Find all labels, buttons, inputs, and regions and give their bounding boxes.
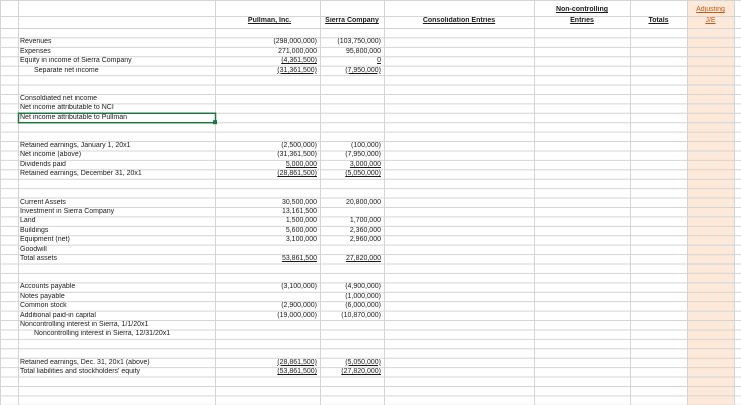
sierra-value[interactable]: 20,800,000 [345,198,381,206]
sierra-value[interactable]: (4,900,000) [345,283,381,291]
sierra-value[interactable]: (5,050,000) [345,170,381,178]
row-label[interactable]: Equity in income of Sierra Company [20,57,132,65]
sierra-value[interactable]: (27,820,000) [341,368,381,376]
pullman-value[interactable]: (28,861,500) [277,358,317,366]
row-label[interactable]: Separate net income [34,66,99,74]
row-label[interactable]: Dividends paid [20,160,66,168]
row-label[interactable]: Common stock [20,302,67,310]
row-label[interactable]: Total liabilities and stockholders' equity [20,368,141,376]
header-totals: Totals [648,17,669,24]
pullman-value[interactable]: 30,500,000 [281,198,317,206]
row-label[interactable]: Expenses [20,47,51,55]
pullman-value[interactable]: (2,500,000) [281,142,317,150]
pullman-value[interactable]: (28,861,500) [277,170,317,178]
row-label[interactable]: Net income attributable to Pullman [20,113,127,121]
row-label[interactable]: Retained earnings, December 31, 20x1 [20,170,142,178]
row-label[interactable]: Notes payable [20,292,65,300]
sierra-value[interactable]: (103,750,000) [337,38,381,46]
header-noncontrolling-entries: Entries [570,17,594,24]
sierra-value[interactable]: (7,950,000) [345,66,381,74]
row-label[interactable]: Land [20,217,36,225]
row-label[interactable]: Retained earnings, Dec. 31, 20x1 (above) [20,358,150,366]
header-consolidation-entries: Consolidation Entries [422,17,496,24]
header-pullman: Pullman, Inc. [247,17,292,24]
sierra-value[interactable]: (10,870,000) [341,311,381,319]
row-label[interactable]: Noncontrolling interest in Sierra, 12/31/20x1 [34,330,171,338]
row-label[interactable]: Consoldiated net income [20,94,98,102]
sierra-value[interactable]: 3,000,000 [349,160,381,168]
row-label[interactable]: Net income attributable to NCI [20,104,114,112]
sierra-value[interactable]: 2,960,000 [349,236,381,244]
pullman-value[interactable]: 13,161,500 [281,207,317,215]
header-noncontrolling: Non-controlling [555,6,609,13]
pullman-value[interactable]: (298,000,000) [273,38,317,46]
pullman-value[interactable]: 5,600,000 [285,226,317,234]
pullman-value[interactable]: (31,361,500) [277,66,317,74]
row-label[interactable]: Revenues [20,38,52,46]
pullman-value[interactable]: 53,861,500 [281,255,317,263]
row-label[interactable]: Investment in Sierra Company [20,207,115,215]
pullman-value[interactable]: (2,900,000) [281,302,317,310]
sierra-value[interactable]: (5,050,000) [345,358,381,366]
row-label[interactable]: Noncontrolling interest in Sierra, 1/1/20x1 [20,321,149,329]
sierra-value[interactable]: (1,000,000) [345,292,381,300]
sierra-value[interactable]: 0 [377,57,381,65]
sierra-value[interactable]: 27,820,000 [345,255,381,263]
sierra-value[interactable]: (100,000) [351,142,381,150]
row-label[interactable]: Total assets [20,255,57,263]
row-label[interactable]: Current Assets [20,198,66,206]
pullman-value[interactable]: 5,000,000 [285,160,317,168]
row-label[interactable]: Net income (above) [20,151,82,159]
row-label[interactable]: Equipment (net) [20,236,70,244]
sierra-value[interactable]: 95,800,000 [345,47,381,55]
row-label[interactable]: Additional paid-in capital [20,311,96,319]
pullman-value[interactable]: (3,100,000) [281,283,317,291]
header-adjusting: Adjusting [696,6,725,13]
pullman-value[interactable]: 271,000,000 [278,47,317,55]
row-label[interactable]: Goodwill [20,245,47,253]
sierra-value[interactable]: (6,000,000) [345,302,381,310]
pullman-value[interactable]: (4,361,500) [281,57,317,65]
row-label[interactable]: Buildings [20,226,49,234]
header-adjusting-je: J/E [705,17,716,24]
sierra-value[interactable]: 1,700,000 [349,217,381,225]
sierra-value[interactable]: 2,360,000 [349,226,381,234]
pullman-value[interactable]: (53,861,500) [277,368,317,376]
sierra-value[interactable]: (7,950,000) [345,151,381,159]
pullman-value[interactable]: (19,000,000) [277,311,317,319]
header-sierra: Sierra Company [325,17,379,24]
pullman-value[interactable]: 1,500,000 [285,217,317,225]
row-label[interactable]: Retained earnings, January 1, 20x1 [20,142,131,150]
row-label[interactable]: Accounts payable [20,283,76,291]
pullman-value[interactable]: 3,100,000 [285,236,317,244]
pullman-value[interactable]: (31,361,500) [277,151,317,159]
adjusting-column-fill [687,0,734,405]
